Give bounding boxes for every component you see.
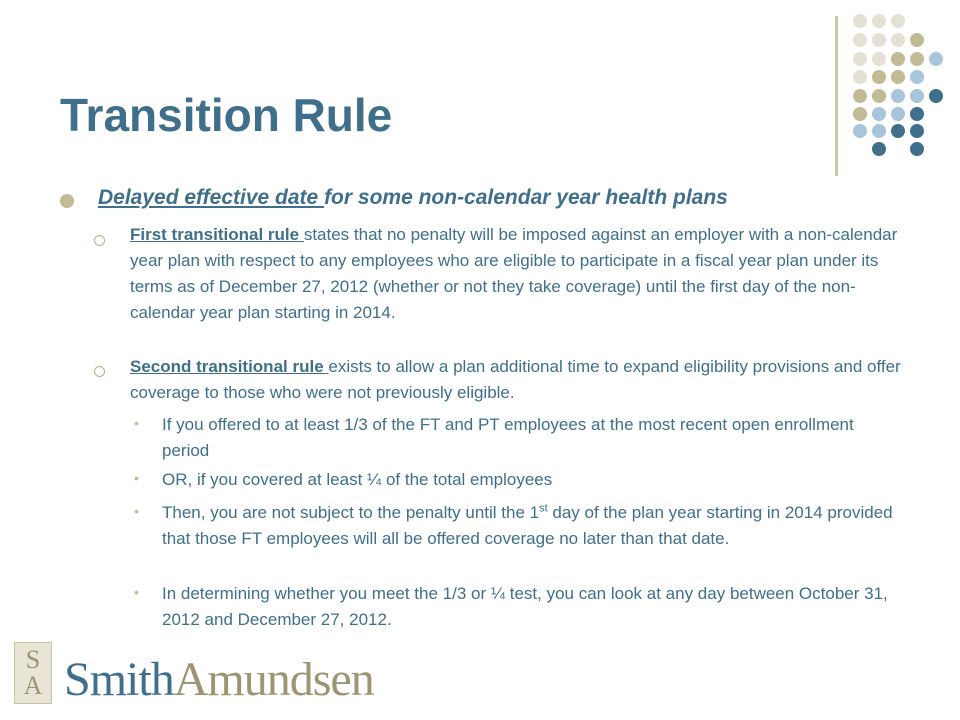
decor-dot [872,142,886,156]
decor-dot [891,14,905,28]
sub-item-4: In determining whether you meet the 1/3 or ¼ test, you can look at any day between October 31, 2012 and December 27, 2012. [162,584,888,629]
decor-dot [910,107,924,121]
decor-dot [910,70,924,84]
level1-rest: for some non-calendar year health plans [324,186,728,209]
logo-mark-bottom: A [23,671,43,700]
sub-item-3-a: Then, you are not subject to the penalty until the 1 [162,503,540,522]
rule1-lead: First transitional rule [130,225,304,244]
decor-dot [910,89,924,103]
level1-underlined: Delayed effective date [98,186,325,209]
ring-bullet-icon [94,235,105,246]
decor-dot [853,124,867,138]
sub-bullet-icon: • [134,415,139,431]
logo-name-part1: Smith [64,653,174,706]
decor-dot [853,89,867,103]
rule1-text: states that no penalty will be imposed against an employer with a non-calendar year plan with respect to any employees who are eligible to participate in a fiscal year plan under its terms as of December 27, 2012 (whether or not they take coverage) until the first day of the non-calendar year plan starting in 2014. [130,225,898,322]
decor-dot [872,70,886,84]
decor-dot [891,70,905,84]
decor-dot [853,33,867,47]
decor-dot [872,14,886,28]
rule2-text: exists to allow a plan additional time to expand eligibility provisions and offer coverage to those who were not previously eligible. [130,357,901,402]
sub-item-2: OR, if you covered at least ¼ of the total employees [162,470,553,489]
decor-dot [872,89,886,103]
decor-dot [872,33,886,47]
decor-dot [891,124,905,138]
decor-dot [929,52,943,66]
decor-dot [910,52,924,66]
decor-dot [891,107,905,121]
decor-dot [910,142,924,156]
level1-bullet [98,186,728,210]
sub-item-3-b: day of the plan year starting in 2014 provided that those FT employees will all be offered coverage no later than that date. [162,503,893,548]
logo-mark-top: S [25,645,41,674]
logo-name-part2: Amundsen [173,653,374,706]
decor-dot [891,52,905,66]
decor-dot [872,107,886,121]
decor-dot [853,70,867,84]
logo-wordmark [64,652,374,707]
decor-dot [891,33,905,47]
ring-bullet-icon [94,366,105,377]
decor-dot [929,89,943,103]
decor-dot [853,14,867,28]
bullet-dot-icon [60,194,74,208]
logo-mark [14,642,52,704]
slide-title: Transition Rule [60,89,393,141]
rule2-lead: Second transitional rule [130,357,329,376]
sub-bullet-icon: • [134,584,139,600]
sub-item-1: If you offered to at least 1/3 of the FT and PT employees at the most recent open enrollment period [162,415,854,460]
decor-dot [872,124,886,138]
decor-dot [910,33,924,47]
sub-bullet-icon: • [134,503,139,519]
sub-item-3 [162,500,902,552]
sub-bullet-icon: • [134,470,139,486]
sub-item-3-sup: st [539,502,548,515]
decor-dot [910,124,924,138]
decor-dot [853,107,867,121]
decor-vertical-line [835,16,838,176]
decor-dot [853,52,867,66]
decor-dot [891,89,905,103]
rule2-item [130,354,920,406]
rule1-item [130,222,920,326]
decor-dot [872,52,886,66]
